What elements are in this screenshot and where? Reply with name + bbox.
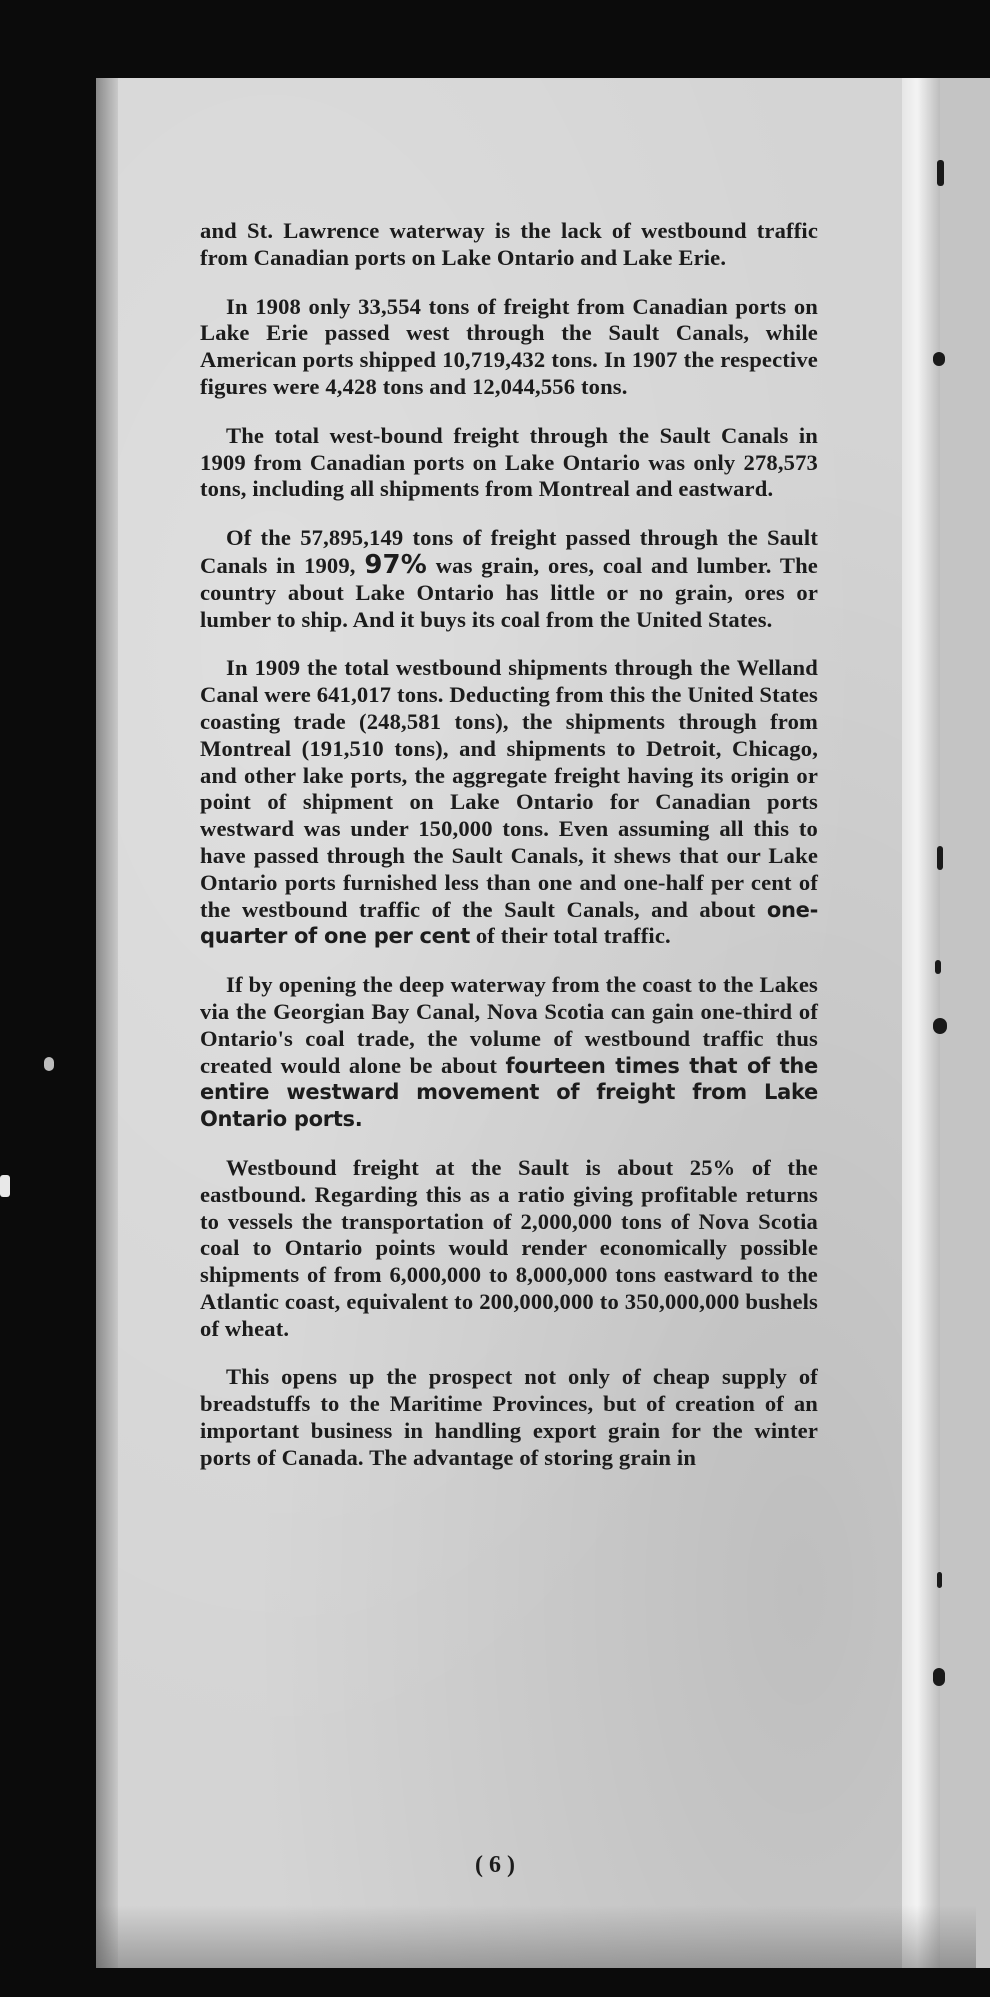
emphasis-text: one-quarter of one per cent: [200, 897, 818, 949]
paragraph: In 1908 only 33,554 tons of freight from Canadian ports on Lake Erie passed west through the Sault Canals, while American ports shipped 10,719,432 tons. In 1907 the respective figures were 4,428 tons and 12,044,556 tons.: [200, 293, 818, 399]
text-run: If by opening the deep waterway from the coast to the Lakes via the Georgian Bay Canal, Nova Scotia can gain one-third of Ontario's coal trade, the volume of westbound traffic thus created would alone be about: [200, 972, 818, 1078]
facing-page-edge: [940, 78, 990, 1968]
text-run: of their total traffic.: [475, 923, 671, 949]
emphasis-text: fourteen times that of the entire westward movement of freight from Lake Ontario ports.: [200, 1053, 818, 1132]
ink-mark: [933, 1668, 945, 1686]
ink-mark: [937, 1572, 942, 1588]
paragraph: [200, 972, 818, 1133]
ink-mark: [935, 960, 941, 974]
ink-mark: [933, 1018, 947, 1034]
text-run: Of the 57,895,149 tons of freight passed through the Sault Canals in 1909,: [200, 525, 818, 578]
paragraph: This opens up the prospect not only of cheap supply of breadstuffs to the Maritime Provinces, but of creation of an important business in handling export grain for the winter ports of Canada. The advantage of storing grain in: [200, 1364, 818, 1470]
paragraph: [200, 525, 818, 633]
paragraph: Westbound freight at the Sault is about 25% of the eastbound. Regarding this as a ratio giving profitable returns to vessels the transportation of 2,000,000 tons of Nova Scotia coal to Ontario points would render economically possible shipments of from 6,000,000 to 8,000,000 tons eastward to the Atlantic coast, equivalent to 200,000,000 to 350,000,000 bushels of wheat.: [200, 1154, 818, 1341]
paragraph: and St. Lawrence waterway is the lack of westbound traffic from Canadian ports on Lake Ontario and Lake Erie.: [200, 218, 818, 270]
text-run: was grain, ores, coal and lumber. The country about Lake Ontario has little or no grain, ores or lumber to ship. And it buys its coal from the United States.: [200, 552, 818, 632]
body-text: [200, 218, 818, 1472]
page-left-edge: [96, 78, 118, 1968]
ink-mark: [937, 160, 944, 186]
ink-mark: [933, 352, 945, 366]
page-number: ( 6 ): [475, 1852, 515, 1878]
paragraph: The total west-bound freight through the Sault Canals in 1909 from Canadian ports on Lake Ontario was only 278,573 tons, including all shipments from Montreal and eastward.: [200, 422, 818, 502]
page-bottom-shadow: [96, 1905, 976, 1968]
emphasis-percent: 97%: [364, 549, 427, 580]
ink-mark: [937, 846, 943, 870]
paragraph: [200, 655, 818, 950]
text-run: In 1909 the total westbound shipments through the Welland Canal were 641,017 tons. Deducting from this the United States coasting trade (248,581 tons), the shipments through from Montreal (191,510 tons), and shipments to Detroit, Chicago, and other lake ports, the aggregate freight having its origin or point of shipment on Lake Ontario for Canadian ports westward was under 150,000 tons. Even assuming all this to have passed through the Sault Canals, it shews that our Lake Ontario ports furnished less than one and one-half per cent of the westbound traffic of the Sault Canals, and about: [200, 655, 818, 922]
ink-mark: [0, 1175, 10, 1197]
ink-mark: [44, 1057, 54, 1071]
